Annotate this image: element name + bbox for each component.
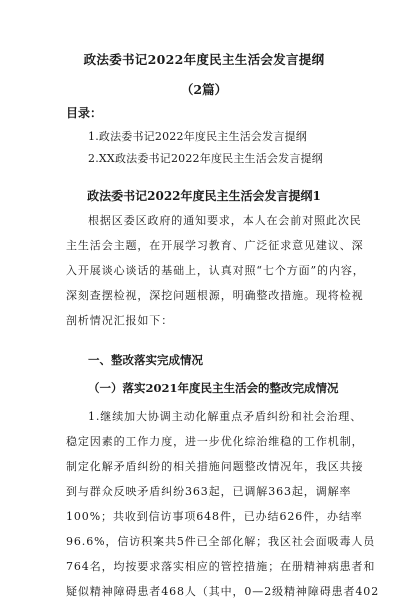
paragraph-line: 制定化解矛盾纠纷的相关措施问题整改情况年，我区共接 xyxy=(66,460,364,473)
paragraph-line: 稳定因素的工作力度，进一步优化综治维稳的工作机制， xyxy=(66,435,364,448)
paragraph-line: 疑似精神障碍患者468人（其中，0—2级精神障碍患者402 xyxy=(66,585,380,598)
document-subtitle: （2篇） xyxy=(180,82,228,97)
section-title: 政法委书记2022年度民主生活会发言提纲1 xyxy=(87,189,321,203)
paragraph-line: 到与群众反映矛盾纠纷363起，已调解363起，调解率 xyxy=(66,485,352,498)
paragraph-line: 764名，均按要求落实相应的管控措施；在册精神病患者和 xyxy=(66,560,376,573)
document-title: 政法委书记2022年度民主生活会发言提纲 xyxy=(83,52,325,67)
heading-level-1: 一、整改落实完成情况 xyxy=(88,353,203,367)
intro-line: 剖析情况汇报如下： xyxy=(66,314,174,327)
toc-heading: 目录： xyxy=(66,106,103,120)
intro-line: 深刻查摆检视，深挖问题根源，明确整改措施。现将检视 xyxy=(66,289,364,302)
intro-line: 根据区委区政府的通知要求，本人在会前对照此次民 xyxy=(88,214,362,227)
intro-line: 主生活会主题，在开展学习教育、广泛征求意见建议、深 xyxy=(66,239,364,252)
toc-item-2[interactable]: 2.XX政法委书记2022年度民主生活会发言提纲 xyxy=(88,152,323,165)
paragraph-line: 1.继续加大协调主动化解重点矛盾纠纷和社会治理、 xyxy=(88,410,363,423)
intro-line: 入开展谈心谈话的基础上，认真对照“七个方面”的内容， xyxy=(66,264,365,277)
heading-level-2: （一）落实2021年度民主生活会的整改完成情况 xyxy=(88,381,339,395)
paragraph-line: 96.6%，信访积案共5件已全部化解；我区社会面吸毒人员 xyxy=(66,535,376,548)
paragraph-line: 100%；共收到信访事项648件，已办结626件，办结率 xyxy=(66,510,363,523)
toc-item-1[interactable]: 1.政法委书记2022年度民主生活会发言提纲 xyxy=(88,130,307,143)
